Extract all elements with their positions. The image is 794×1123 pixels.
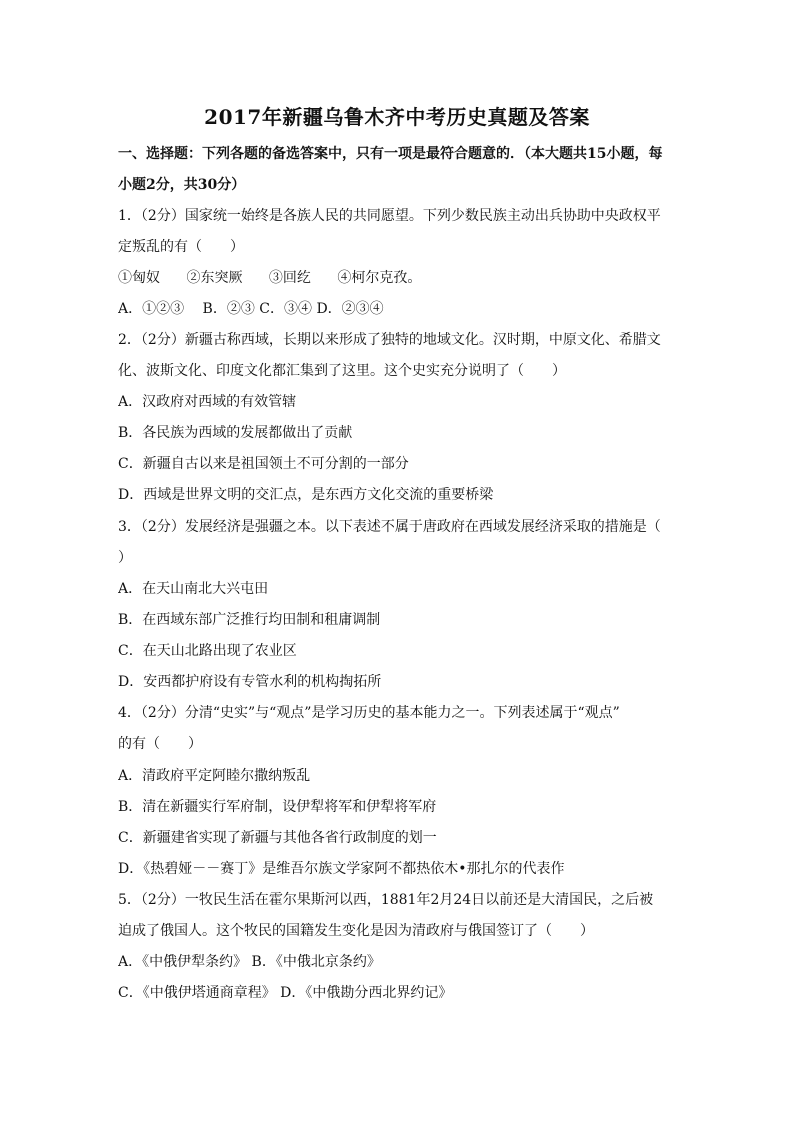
question-2-option-d: D．西域是世界文明的交汇点，是东西方文化交流的重要桥梁 [118, 487, 494, 503]
page-title: 2017年新疆乌鲁木齐中考历史真题及答案 [204, 105, 590, 129]
question-1-options: A．①②③ B．②③ C．③④ D．②③④ [118, 301, 384, 317]
question-1-item-4: ④柯尔克孜。 [337, 270, 422, 286]
question-3-option-b: B．在西域东部广泛推行均田制和租庸调制 [118, 612, 381, 628]
question-1-item-1: ①匈奴 [118, 270, 160, 286]
question-4-stem-line-2: 的有（ ） [118, 736, 202, 752]
question-1-stem-line-2: 定叛乱的有（ ） [118, 239, 244, 255]
question-5-stem-line-1: 5．（2分）一牧民生活在霍尔果斯河以西，1881年2月24日以前还是大清国民，之后被 [118, 892, 654, 908]
question-4-option-d: D．《热碧娅－－赛丁》是维吾尔族文学家阿不都热依木•那扎尔的代表作 [118, 861, 565, 877]
question-1-stem-line-1: 1．（2分）国家统一始终是各族人民的共同愿望。下列少数民族主动出兵协助中央政权平 [118, 208, 661, 224]
question-3-option-d: D．安西都护府设有专管水利的机构掏拓所 [118, 674, 382, 690]
section-heading-line-2: 小题2分，共30分） [118, 177, 246, 193]
question-3-option-c: C．在天山北路出现了农业区 [118, 643, 297, 659]
question-2-option-b: B．各民族为西域的发展都做出了贡献 [118, 425, 353, 441]
question-2-stem-line-1: 2．（2分）新疆古称西域，长期以来形成了独特的地域文化。汉时期，中原文化、希腊文 [118, 332, 661, 348]
section-heading-line-1: 一、选择题：下列各题的备选答案中，只有一项是最符合题意的．（本大题共15小题，每 [118, 146, 663, 162]
question-3-stem-line-1: 3．（2分）发展经济是强疆之本。以下表述不属于唐政府在西域发展经济采取的措施是（ [118, 519, 661, 535]
question-2-option-c: C．新疆自古以来是祖国领土不可分割的一部分 [118, 456, 409, 472]
question-2-stem-line-2: 化、波斯文化、印度文化都汇集到了这里。这个史实充分说明了（ ） [118, 363, 566, 379]
question-5-options-ab: A．《中俄伊犁条约》 B．《中俄北京条约》 [118, 954, 381, 970]
question-1-item-2: ②东突厥 [186, 270, 243, 286]
question-5-options-cd: C．《中俄伊塔通商章程》 D．《中俄勘分西北界约记》 [118, 985, 453, 1001]
question-4-stem-line-1: 4．（2分）分清“史实”与“观点”是学习历史的基本能力之一。下列表述属于“观点” [118, 705, 620, 721]
question-1-item-3: ③回纥 [268, 270, 311, 286]
question-4-option-a: A．清政府平定阿睦尔撒纳叛乱 [118, 768, 311, 784]
question-4-option-b: B．清在新疆实行军府制，设伊犁将军和伊犁将军府 [118, 799, 437, 815]
question-1-items [118, 268, 684, 288]
question-4-option-c: C．新疆建省实现了新疆与其他各省行政制度的划一 [118, 830, 437, 846]
question-5-stem-line-2: 迫成了俄国人。这个牧民的国籍发生变化是因为清政府与俄国签订了（ ） [118, 923, 594, 939]
question-3-option-a: A．在天山南北大兴屯田 [118, 581, 269, 597]
question-3-stem-line-2: ） [118, 550, 132, 566]
question-2-option-a: A．汉政府对西域的有效管辖 [118, 394, 297, 410]
